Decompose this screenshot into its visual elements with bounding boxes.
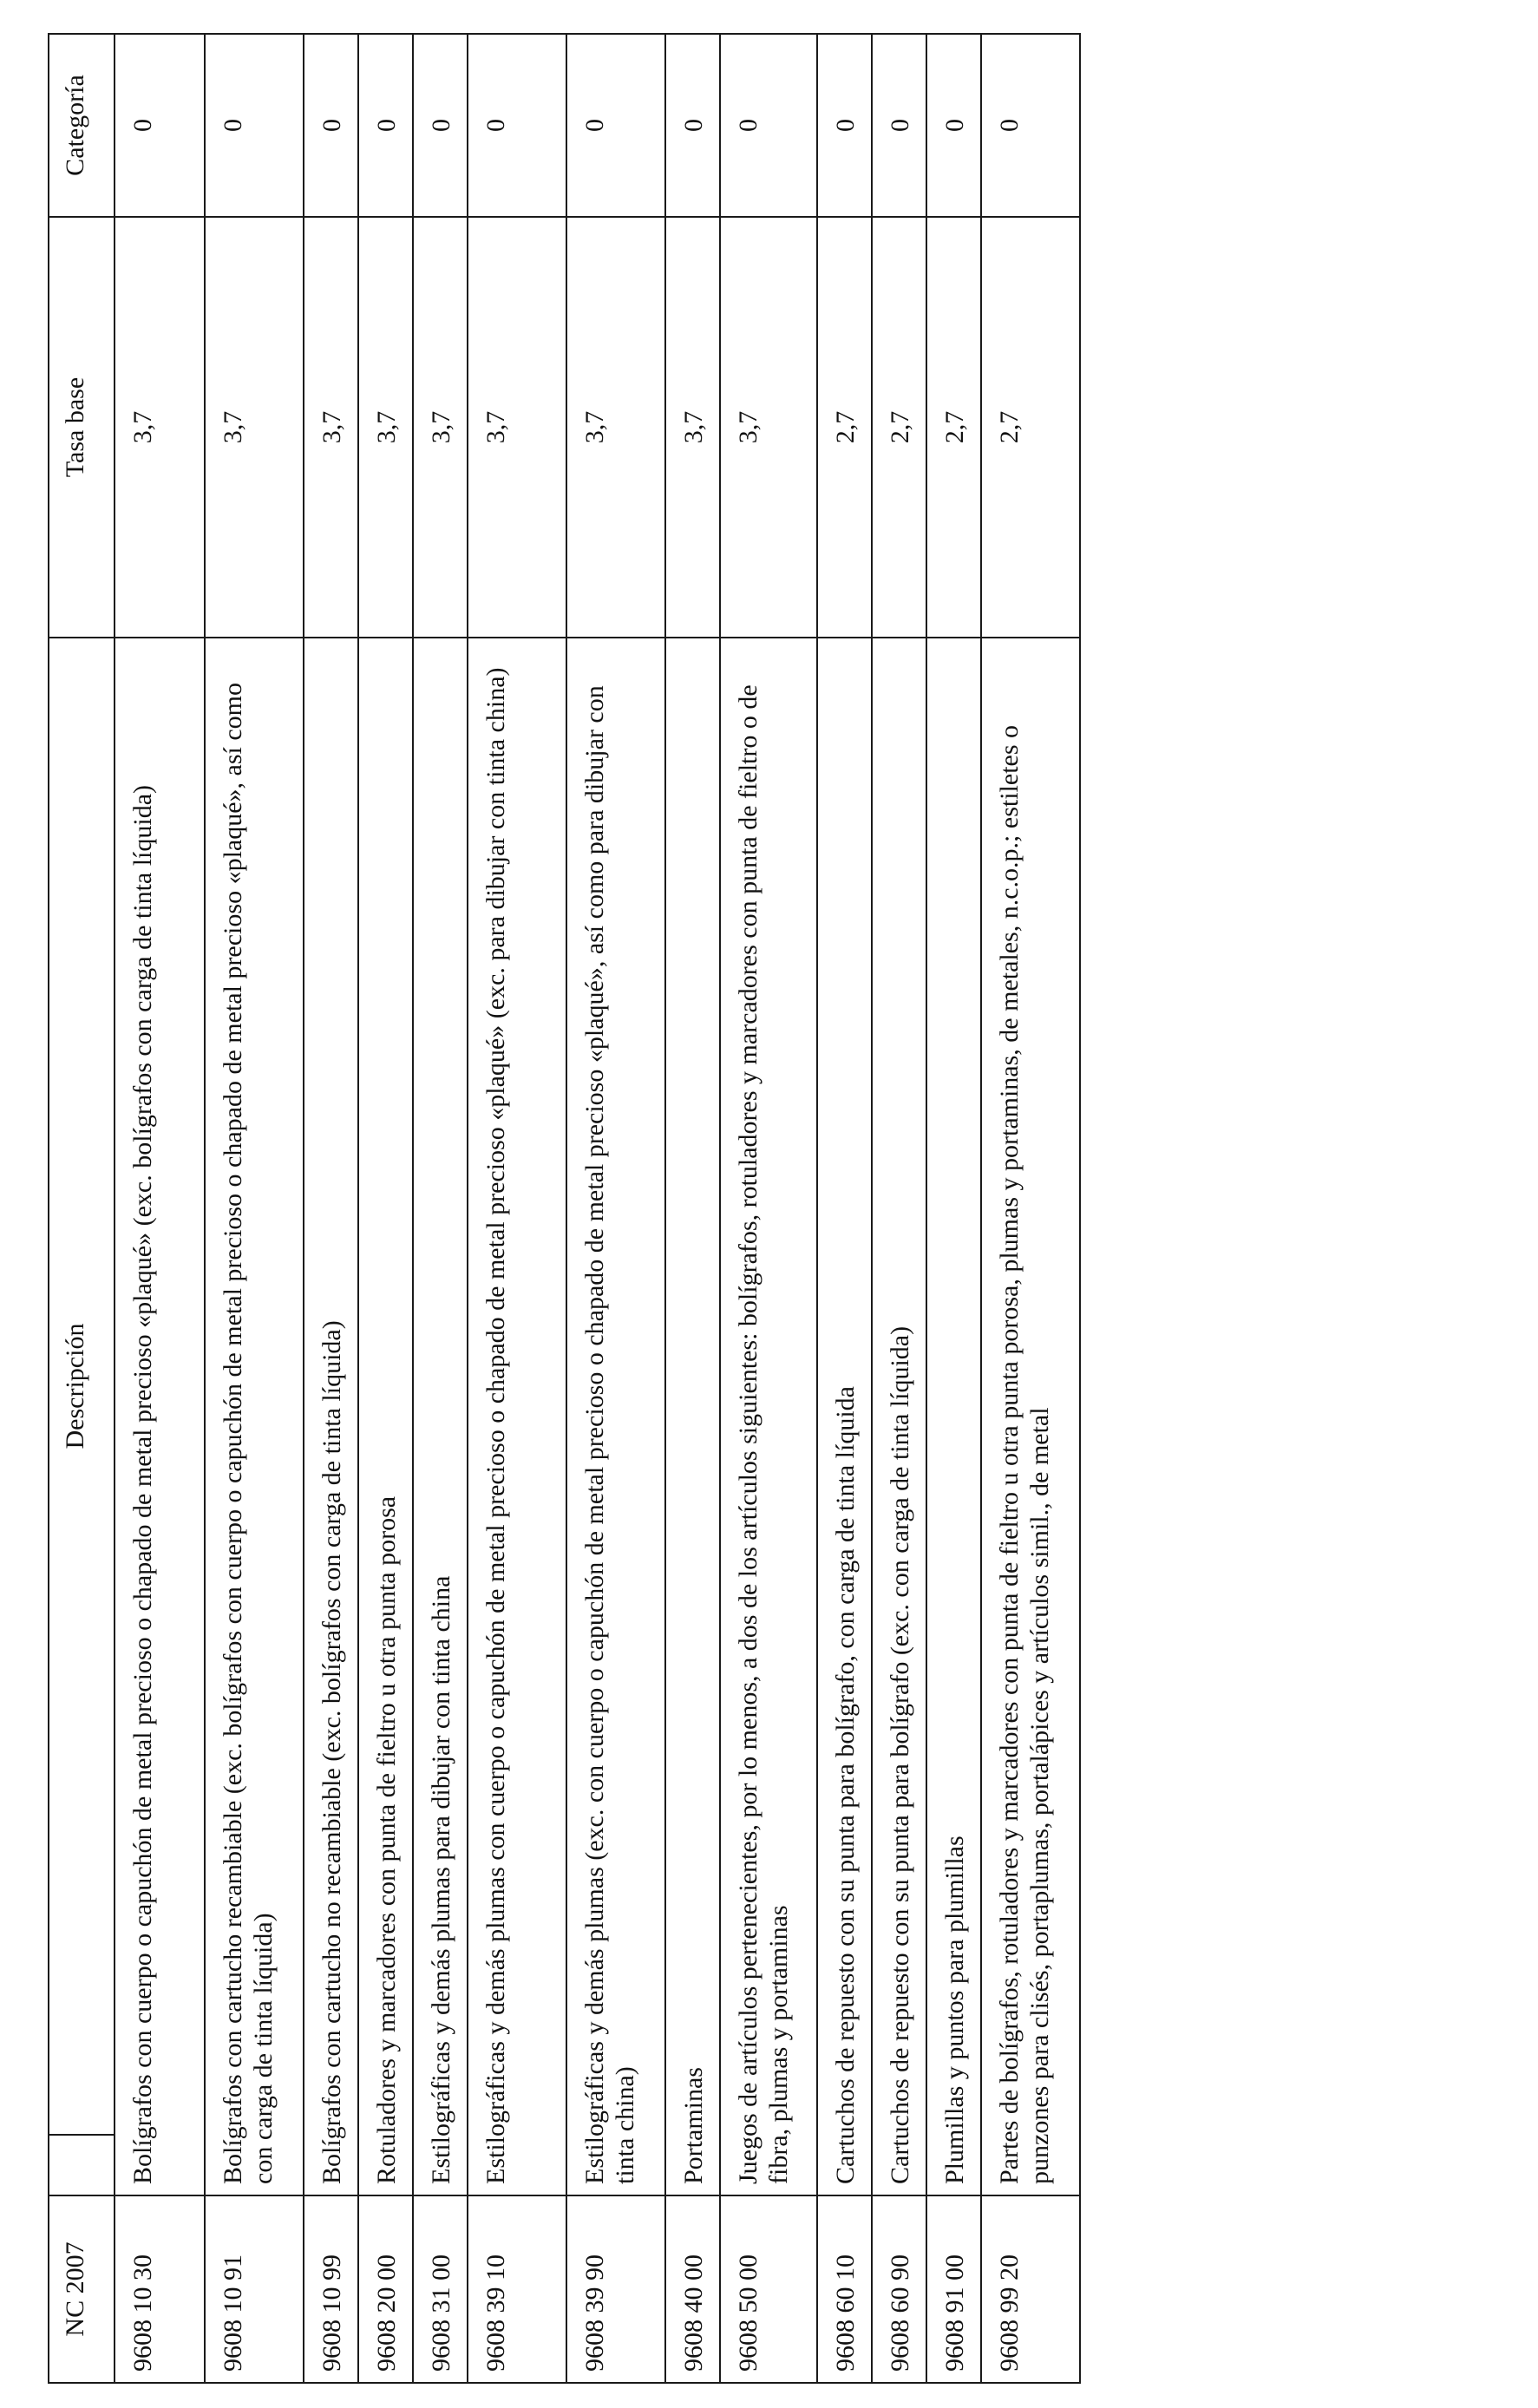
cell-rate: 3,7 bbox=[720, 217, 817, 638]
table-row bbox=[358, 34, 413, 2383]
cell-rate: 3,7 bbox=[566, 217, 665, 638]
cell-description: Partes de bolígrafos, rotuladores y marcadores con punta de fieltro u otra punta porosa, plumas y portaminas, de metales, n.c.o.p.; estiletes o punzones para clisés, portaplumas, portalápices y artículos simil., de metal bbox=[981, 638, 1080, 2195]
cell-rate: 3,7 bbox=[468, 217, 566, 638]
header-row bbox=[49, 34, 115, 2383]
cell-category: 0 bbox=[720, 34, 817, 217]
table-row bbox=[872, 34, 926, 2383]
table-row bbox=[304, 34, 358, 2383]
table-row bbox=[981, 34, 1080, 2383]
cell-category: 0 bbox=[358, 34, 413, 217]
cell-category: 0 bbox=[817, 34, 872, 217]
header-description: Descripción bbox=[49, 638, 115, 2135]
table-row bbox=[468, 34, 566, 2383]
cell-code: 9608 31 00 bbox=[413, 2195, 468, 2383]
cell-code: 9608 91 00 bbox=[926, 2195, 981, 2383]
cell-category: 0 bbox=[205, 34, 304, 217]
cell-code: 9608 10 30 bbox=[115, 2195, 205, 2383]
cell-category: 0 bbox=[115, 34, 205, 217]
cell-code: 9608 20 00 bbox=[358, 2195, 413, 2383]
table-row bbox=[817, 34, 872, 2383]
cell-code: 9608 39 10 bbox=[468, 2195, 566, 2383]
cell-description: Bolígrafos con cartucho recambiable (exc. bolígrafos con cuerpo o capuchón de metal precioso o chapado de metal precioso «plaqué», así como con carga de tinta líquida) bbox=[205, 638, 304, 2195]
cell-rate: 2,7 bbox=[981, 217, 1080, 638]
cell-description: Bolígrafos con cuerpo o capuchón de metal precioso o chapado de metal precioso «plaqué» (exc. bolígrafos con carga de tinta líquida) bbox=[115, 638, 205, 2195]
cell-description: Plumillas y puntos para plumillas bbox=[926, 638, 981, 2195]
tariff-table bbox=[48, 33, 1081, 2384]
cell-description: Portaminas bbox=[665, 638, 720, 2195]
cell-rate: 3,7 bbox=[413, 217, 468, 638]
header-category: Categoría bbox=[49, 34, 115, 217]
cell-rate: 3,7 bbox=[665, 217, 720, 638]
header-code: NC 2007 bbox=[49, 2195, 115, 2383]
cell-category: 0 bbox=[926, 34, 981, 217]
cell-category: 0 bbox=[304, 34, 358, 217]
cell-code: 9608 60 10 bbox=[817, 2195, 872, 2383]
table-row bbox=[566, 34, 665, 2383]
cell-description: Estilográficas y demás plumas para dibujar con tinta china bbox=[413, 638, 468, 2195]
cell-description: Juegos de artículos pertenecientes, por lo menos, a dos de los artículos siguientes: bolígrafos, rotuladores y marcadores con punta de fieltro o de fibra, plumas y portaminas bbox=[720, 638, 817, 2195]
cell-rate: 2,7 bbox=[926, 217, 981, 638]
cell-category: 0 bbox=[413, 34, 468, 217]
cell-code: 9608 40 00 bbox=[665, 2195, 720, 2383]
table-row bbox=[413, 34, 468, 2383]
cell-description: Rotuladores y marcadores con punta de fieltro u otra punta porosa bbox=[358, 638, 413, 2195]
cell-description: Estilográficas y demás plumas con cuerpo o capuchón de metal precioso o chapado de metal precioso «plaqué» (exc. para dibujar con tinta china) bbox=[468, 638, 566, 2195]
cell-code: 9608 10 91 bbox=[205, 2195, 304, 2383]
cell-category: 0 bbox=[665, 34, 720, 217]
cell-description: Bolígrafos con cartucho no recambiable (exc. bolígrafos con carga de tinta líquida) bbox=[304, 638, 358, 2195]
cell-description: Cartuchos de repuesto con su punta para bolígrafo (exc. con carga de tinta líquida) bbox=[872, 638, 926, 2195]
cell-rate: 3,7 bbox=[115, 217, 205, 638]
cell-code: 9608 60 90 bbox=[872, 2195, 926, 2383]
cell-code: 9608 50 00 bbox=[720, 2195, 817, 2383]
table-row bbox=[720, 34, 817, 2383]
table-row bbox=[665, 34, 720, 2383]
cell-category: 0 bbox=[872, 34, 926, 217]
cell-rate: 2,7 bbox=[817, 217, 872, 638]
table-row bbox=[205, 34, 304, 2383]
cell-code: 9608 99 20 bbox=[981, 2195, 1080, 2383]
cell-code: 9608 10 99 bbox=[304, 2195, 358, 2383]
cell-rate: 3,7 bbox=[205, 217, 304, 638]
header-gap bbox=[49, 2135, 115, 2195]
cell-rate: 3,7 bbox=[358, 217, 413, 638]
cell-category: 0 bbox=[468, 34, 566, 217]
cell-code: 9608 39 90 bbox=[566, 2195, 665, 2383]
header-rate: Tasa base bbox=[49, 217, 115, 638]
cell-rate: 2,7 bbox=[872, 217, 926, 638]
cell-category: 0 bbox=[566, 34, 665, 217]
cell-description: Cartuchos de repuesto con su punta para bolígrafo, con carga de tinta líquida bbox=[817, 638, 872, 2195]
table-row bbox=[115, 34, 205, 2383]
cell-category: 0 bbox=[981, 34, 1080, 217]
table-row bbox=[926, 34, 981, 2383]
cell-rate: 3,7 bbox=[304, 217, 358, 638]
cell-description: Estilográficas y demás plumas (exc. con cuerpo o capuchón de metal precioso o chapado de metal precioso «plaqué», así como para dibujar con tinta china) bbox=[566, 638, 665, 2195]
